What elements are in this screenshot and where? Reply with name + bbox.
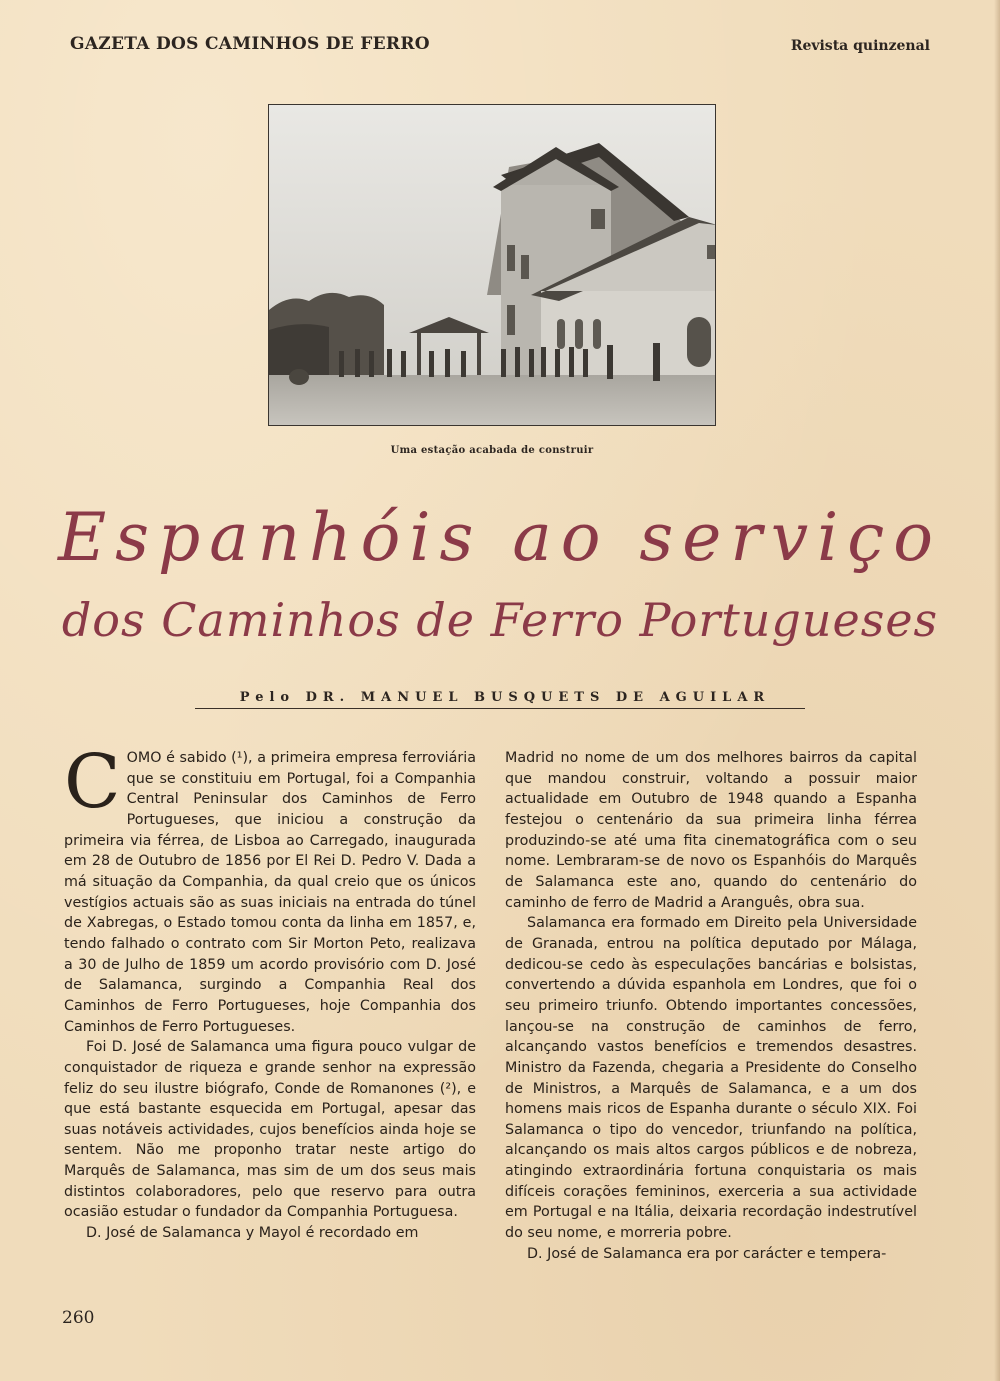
article-title-line-1: Espanhóis ao serviço [58,499,942,576]
article-title-line-2: dos Caminhos de Ferro Portugueses [61,593,939,647]
publication-subtitle: Revista quinzenal [790,38,930,54]
paragraph: D. José de Salamanca y Mayol é recordado em [86,1225,419,1242]
byline: Pelo DR. MANUEL BUSQUETS DE AGUILAR [239,690,771,705]
page-number: 260 [62,1308,95,1328]
paragraph: Salamanca era formado em Direito pela Universidade de Granada, entrou na política deputado por Málaga, dedicou-se cedo às especulações bancárias e bolsistas, convertendo a dúvida espanhola em Londres, que foi o seu primeiro triunfo. Obtendo importantes concessões, lançou-se na construção de caminhos de ferro, alcançando vastos benefícios e tremendos desastres. Ministro da Fazenda, chegaria a Presidente do Conselho de Ministros, a Marquês de Salamanca, e a um dos homens mais ricos de Espanha durante o século XIX. Foi Salamanca o tipo do vencedor, triunfando na política, alcançando os mais altos cargos públicos e de nobreza, atingindo extraordinária fortuna conquistaria os mais difíceis corações femininos, exerceria a sua actividade em Portugal e na Itália, deixaria recordação indestrutível do seu nome, e morreria pobre. [505,915,917,1242]
paragraph [64,739,476,1037]
drop-cap: C [64,739,121,825]
station-photo [268,104,716,426]
paragraph: Madrid no nome de um dos melhores bairros da capital que mandou construir, voltando a possuir maior actualidade em Outubro de 1948 quando a Espanha festejou o centenário da sua primeira linha férrea produzindo-se até uma fita cinematográfica com o seu nome. Lembraram-se de novo os Espanhóis do Marquês de Salamanca este ano, quando do centenário do caminho de ferro de Madrid a Aranguês, obra sua. [505,750,917,911]
publication-title: GAZETA DOS CAMINHOS DE FERRO [70,34,430,54]
byline-underline [195,708,805,709]
left-column [64,739,476,1244]
paragraph: Foi D. José de Salamanca uma figura pouco vulgar de conquistador de riqueza e grande senhor na expressão feliz do seu ilustre biógrafo, Conde de Romanones (²), e que está bastante esquecida em Portugal, apesar das suas notáveis actividades, cujos benefícios ainda hoje se sentem. Não me proponho tratar neste artigo do Marquês de Salamanca, mas sim de um dos seus mais distintos colaboradores, pelo que reservo para outra ocasião estudar o fundador da Companhia Portuguesa. [64,1039,476,1221]
right-column [505,748,917,1264]
photo-caption: Uma estação acabada de construir [390,445,594,456]
paragraph-text: OMO é sabido (¹), a primeira empresa ferroviária que se constituiu em Portugal, foi a Companhia Central Peninsular dos Caminhos de Ferro Portugueses, que iniciou a construção da primeira via férrea, de Lisboa ao Carregado, inaugurada em 28 de Outubro de 1856 por El Rei D. Pedro V. Dada a má situação da Companhia, da qual creio que os únicos vestígios actuais são as suas iniciais na entrada do túnel de Xabregas, o Estado tomou conta da linha em 1857, e, tendo falhado o contrato com Sir Morton Peto, realizava a 30 de Julho de 1859 um acordo provisório com D. José de Salamanca, surgindo a Companhia Real dos Caminhos de Ferro Portugueses, hoje Companhia dos Caminhos de Ferro Portugueses. [64,750,476,1035]
station-building-icon [269,105,716,426]
paragraph: D. José de Salamanca era por carácter e tempera- [527,1245,887,1262]
